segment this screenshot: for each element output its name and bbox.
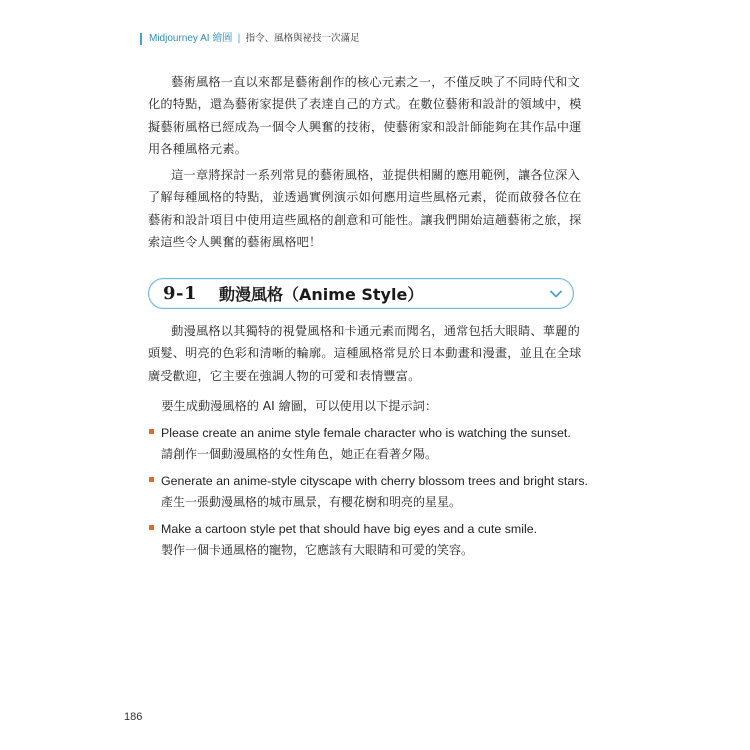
prompt-chinese: 請創作一個動漫風格的女性角色，她正在看著夕陽。 bbox=[161, 447, 438, 461]
prompt-intro: 要生成動漫風格的 AI 繪圖，可以使用以下提示詞： bbox=[161, 399, 438, 413]
section-heading[interactable] bbox=[148, 278, 574, 309]
section-description: 動漫風格以其獨特的視覺風格和卡通元素而聞名，通常包括大眼睛、華麗的頭髮、明亮的色彩和清晰的輪廓。這種風格常見於日本動畫和漫畫，並且在全球廣受歡迎，它主要在強調人物的可愛和表情豐富。 bbox=[148, 324, 582, 383]
page-number: 186 bbox=[124, 711, 143, 723]
list-item bbox=[148, 519, 588, 561]
section-number: 9-1 bbox=[163, 283, 198, 304]
intro-paragraph-2: 這一章將探討一系列常見的藝術風格，並提供相關的應用範例，讓各位深入了解每種風格的特點，並透過實例演示如何應用這些風格元素，從而啟發各位在藝術和設計項目中使用這些風格的創意和可能性。讓我們開始這趟藝術之旅，探索這些令人興奮的藝術風格吧！ bbox=[148, 168, 582, 250]
prompt-chinese: 製作一個卡通風格的寵物，它應該有大眼睛和可愛的笑容。 bbox=[161, 543, 474, 557]
prompt-list bbox=[148, 423, 588, 567]
prompt-chinese: 產生一張動漫風格的城市風景，有櫻花樹和明亮的星星。 bbox=[161, 495, 462, 509]
header-book-title: Midjourney AI 繪圖 bbox=[149, 33, 233, 44]
prompt-english: Make a cartoon style pet that should have big eyes and a cute smile. bbox=[161, 522, 538, 536]
running-header bbox=[140, 32, 360, 46]
list-item bbox=[148, 423, 588, 465]
intro-paragraph-1: 藝術風格一直以來都是藝術創作的核心元素之一，不僅反映了不同時代和文化的特點，還為藝術家提供了表達自己的方式。在數位藝術和設計的領域中，模擬藝術風格已經成為一個令人興奮的技術，使藝術家和設計師能夠在其作品中運用各種風格元素。 bbox=[148, 75, 582, 157]
bullet-icon bbox=[149, 525, 154, 530]
header-separator: | bbox=[237, 33, 241, 44]
section-title: 動漫風格（Anime Style） bbox=[219, 285, 424, 304]
chevron-down-icon[interactable] bbox=[547, 285, 565, 303]
prompt-english: Generate an anime-style cityscape with cherry blossom trees and bright stars. bbox=[161, 474, 588, 488]
header-accent-bar bbox=[140, 33, 142, 45]
bullet-icon bbox=[149, 429, 154, 434]
bullet-icon bbox=[149, 477, 154, 482]
list-item bbox=[148, 471, 588, 513]
prompt-english: Please create an anime style female character who is watching the sunset. bbox=[161, 426, 571, 440]
header-chapter-title: 指令、風格與祕技一次滿足 bbox=[245, 33, 360, 44]
